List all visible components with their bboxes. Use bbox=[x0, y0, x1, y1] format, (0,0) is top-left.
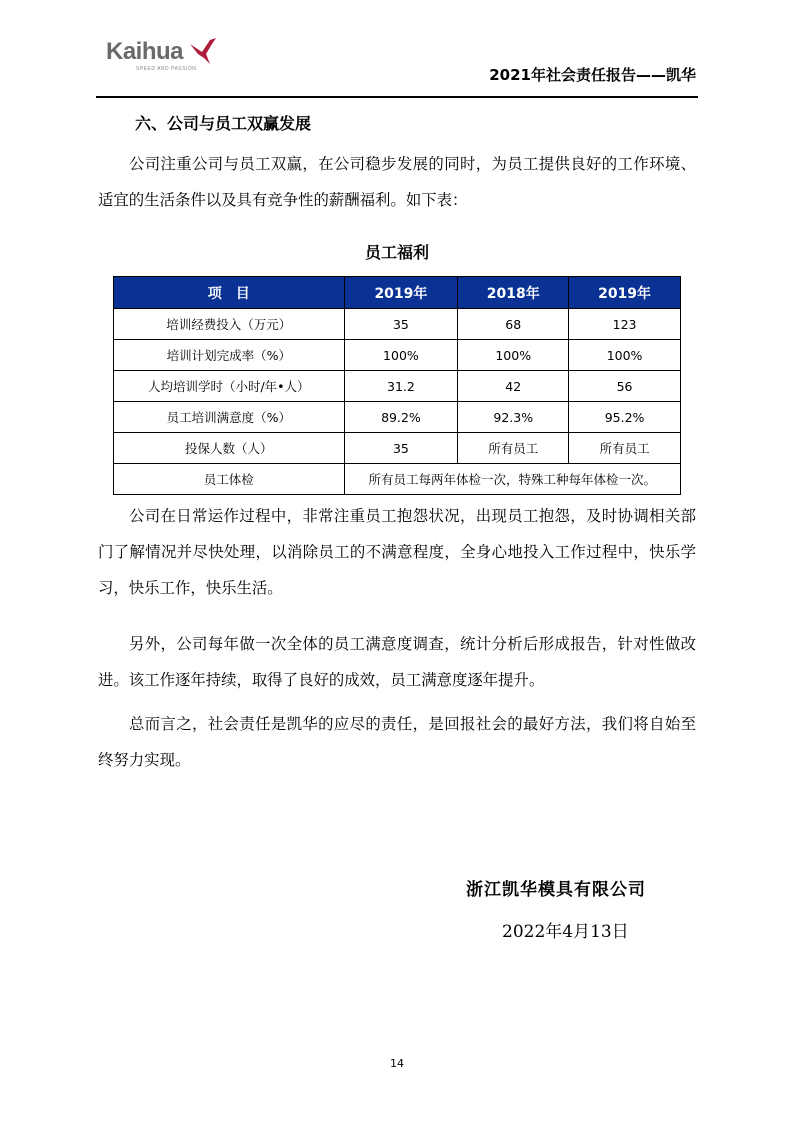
row-label: 员工体检 bbox=[114, 464, 345, 495]
cell-value: 95.2% bbox=[569, 402, 681, 433]
cell-value: 100% bbox=[569, 340, 681, 371]
cell-value: 56 bbox=[569, 371, 681, 402]
cell-value: 31.2 bbox=[344, 371, 458, 402]
cell-value: 35 bbox=[344, 433, 458, 464]
body-paragraph: 另外，公司每年做一次全体的员工满意度调查，统计分析后形成报告，针对性做改进。该工作逐年持续，取得了良好的成效，员工满意度逐年提升。 bbox=[98, 635, 696, 689]
table-row bbox=[114, 309, 681, 340]
column-header-year: 2018年 bbox=[458, 277, 569, 309]
table-row bbox=[114, 433, 681, 464]
row-label: 投保人数（人） bbox=[114, 433, 345, 464]
cell-value: 所有员工 bbox=[458, 433, 569, 464]
table-row bbox=[114, 340, 681, 371]
column-header-year: 2019年 bbox=[569, 277, 681, 309]
company-logo bbox=[106, 38, 226, 74]
signature-date: 2022年4月13日 bbox=[502, 922, 629, 942]
table-row bbox=[114, 402, 681, 433]
cell-value: 123 bbox=[569, 309, 681, 340]
row-label: 培训计划完成率（%） bbox=[114, 340, 345, 371]
logo-tagline: SPEED AND PASSION bbox=[136, 66, 197, 72]
row-label: 人均培训学时（小时/年•人） bbox=[114, 371, 345, 402]
employee-benefits-table bbox=[113, 276, 681, 495]
cell-value: 100% bbox=[458, 340, 569, 371]
logo-text: Kaihua bbox=[106, 38, 184, 65]
column-header-item: 项 目 bbox=[114, 277, 345, 309]
table-row bbox=[114, 371, 681, 402]
report-title: 2021年社会责任报告——凯华 bbox=[489, 66, 696, 84]
cell-value: 35 bbox=[344, 309, 458, 340]
cell-value: 89.2% bbox=[344, 402, 458, 433]
section-heading: 六、公司与员工双赢发展 bbox=[135, 114, 312, 133]
cell-value: 100% bbox=[344, 340, 458, 371]
header-divider bbox=[96, 96, 698, 98]
row-label: 培训经费投入（万元） bbox=[114, 309, 345, 340]
intro-paragraph: 公司注重公司与员工双赢，在公司稳步发展的同时，为员工提供良好的工作环境、适宜的生活条件以及具有竞争性的薪酬福利。如下表： bbox=[98, 155, 696, 209]
merged-cell-value: 所有员工每两年体检一次，特殊工种每年体检一次。 bbox=[344, 464, 680, 495]
page-number: 14 bbox=[390, 1057, 404, 1070]
table-title: 员工福利 bbox=[364, 243, 429, 262]
table-row bbox=[114, 464, 681, 495]
row-label: 员工培训满意度（%） bbox=[114, 402, 345, 433]
body-paragraph: 总而言之，社会责任是凯华的应尽的责任，是回报社会的最好方法，我们将自始至终努力实现。 bbox=[98, 715, 696, 769]
body-paragraph: 公司在日常运作过程中，非常注重员工抱怨状况，出现员工抱怨，及时协调相关部门了解情况并尽快处理，以消除员工的不满意程度，全身心地投入工作过程中，快乐学习，快乐工作，快乐生活。 bbox=[98, 507, 696, 597]
signature-company: 浙江凯华模具有限公司 bbox=[466, 880, 646, 900]
cell-value: 所有员工 bbox=[569, 433, 681, 464]
cell-value: 42 bbox=[458, 371, 569, 402]
table-header-row bbox=[114, 277, 681, 309]
cell-value: 92.3% bbox=[458, 402, 569, 433]
hummingbird-icon bbox=[188, 36, 218, 66]
cell-value: 68 bbox=[458, 309, 569, 340]
column-header-year: 2019年 bbox=[344, 277, 458, 309]
